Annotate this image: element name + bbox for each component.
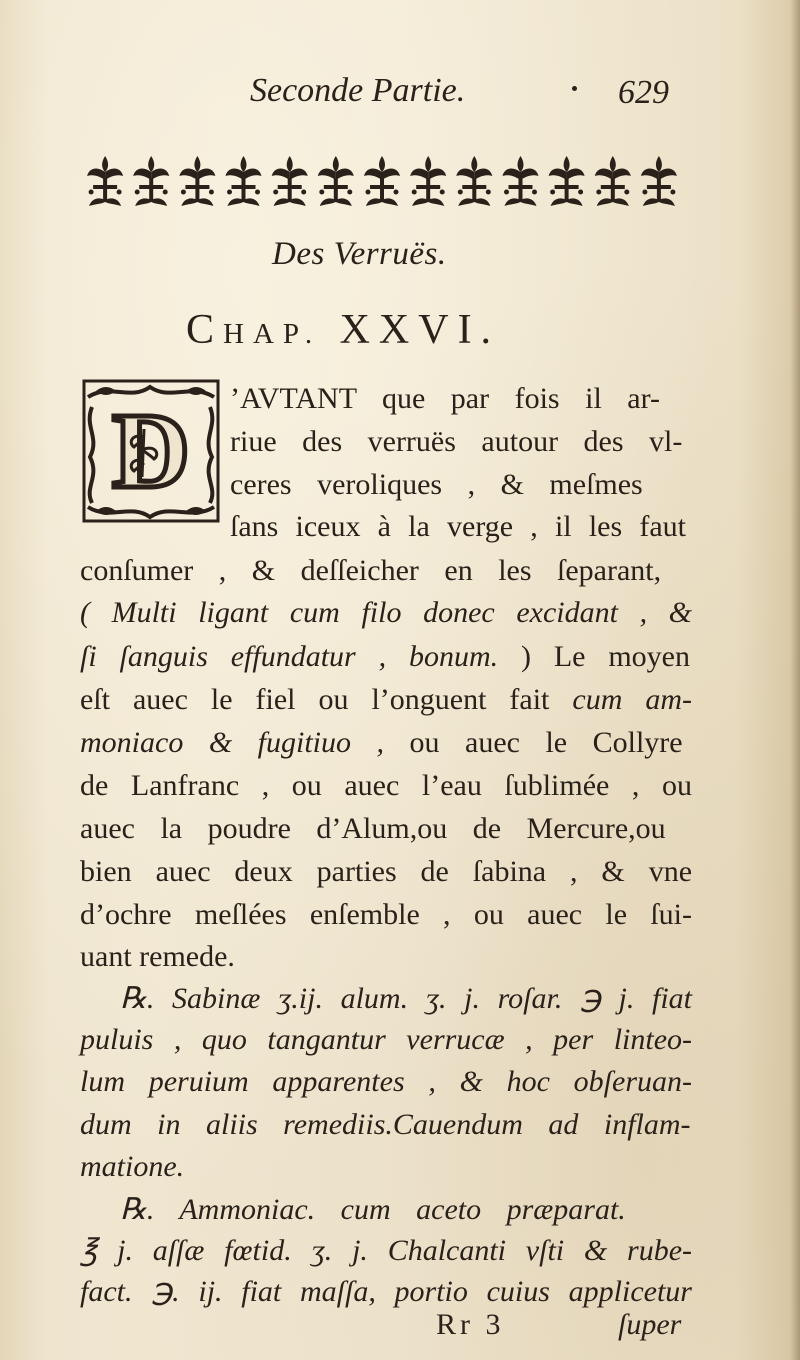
text-line: auec la poudre d’Alum,ou de Mercure,ou bbox=[80, 812, 666, 845]
text-line: fact. ℈. ij. fiat maſſa, portio cuius applicetur bbox=[80, 1275, 692, 1308]
text-line: ℞. Ammoniac. cum aceto præparat. bbox=[120, 1193, 626, 1226]
french-phrase: ) Le moyen bbox=[498, 640, 690, 673]
text-line bbox=[80, 685, 692, 715]
text-line: conſumer , & deſſeicher en les ſeparant, bbox=[80, 554, 662, 587]
french-phrase: ou auec le Collyre bbox=[384, 726, 683, 759]
latin-phrase: moniaco & fugitiuo , bbox=[80, 726, 384, 759]
running-head: Seconde Partie. bbox=[250, 72, 466, 109]
text-line bbox=[80, 728, 683, 758]
text-line: lum peruium apparentes , & hoc obſeruan- bbox=[80, 1065, 692, 1098]
chapter-number: XXVI. bbox=[339, 307, 501, 353]
text-line: uant remede. bbox=[80, 940, 235, 973]
french-phrase: eſt auec le fiel ou l’onguent fait bbox=[80, 683, 573, 716]
text-line: ℞. Sabinæ ʒ.ij. alum. ʒ. j. roſar. ℈ j. fiat bbox=[120, 982, 692, 1015]
page-number: 629 bbox=[618, 74, 669, 111]
chapter-lead-letter: C bbox=[186, 307, 224, 353]
text-line: dum in aliis remediis.Cauendum ad inflam- bbox=[80, 1108, 691, 1141]
dropcap-letter: D bbox=[112, 392, 190, 511]
section-title: Des Verruës. bbox=[272, 236, 447, 272]
text-line: puluis , quo tangantur verrucæ , per linteo- bbox=[80, 1023, 693, 1056]
text-line: matione. bbox=[80, 1150, 185, 1183]
text-line: d’ochre meſlées enſemble , ou auec le ſui- bbox=[80, 898, 692, 931]
text-line: ’AVTANT que par fois il ar- bbox=[230, 382, 660, 415]
text-line: ℥ j. aſſæ fœtid. ʒ. j. Chalcanti vſti & rube- bbox=[80, 1234, 692, 1267]
latin-phrase: cum am- bbox=[572, 683, 692, 716]
text-line: de Lanfranc , ou auec l’eau ſublimée , ou bbox=[80, 769, 693, 802]
latin-phrase: ſi ſanguis effundatur , bonum. bbox=[80, 640, 499, 673]
text-line: bien auec deux parties de ſabina , & vne bbox=[80, 855, 693, 888]
text-line: ceres veroliques , & meſmes bbox=[230, 468, 643, 501]
text-line: ſans iceux à la verge , il les faut bbox=[230, 510, 686, 543]
text-line: ( Multi ligant cum filo donec excidant , & bbox=[80, 596, 693, 629]
chapter-word: HAP. bbox=[223, 318, 322, 350]
catchword: ſuper bbox=[618, 1308, 682, 1341]
text-line bbox=[80, 642, 690, 672]
signature-mark: Rr 3 bbox=[436, 1308, 505, 1341]
text-line: riue des verruës autour des vl- bbox=[230, 425, 683, 458]
